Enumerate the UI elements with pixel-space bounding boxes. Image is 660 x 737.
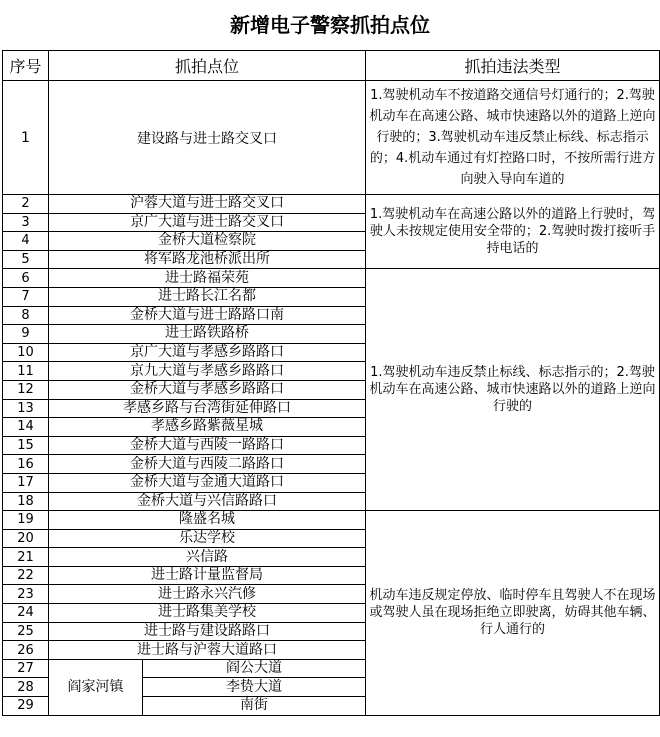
row-index: 21 xyxy=(3,548,49,567)
row-location: 隆盛名城 xyxy=(49,511,366,530)
row-index: 23 xyxy=(3,585,49,604)
row-index: 9 xyxy=(3,325,49,344)
row-location: 孝感乡路紫薇星城 xyxy=(49,418,366,437)
row-index: 16 xyxy=(3,455,49,474)
table-row xyxy=(3,81,660,195)
row-location: 阎公大道 xyxy=(143,659,366,678)
row-index: 12 xyxy=(3,380,49,399)
row-index: 15 xyxy=(3,436,49,455)
row-location: 金桥大道与金通大道路口 xyxy=(49,473,366,492)
row-location: 京九大道与孝感乡路路口 xyxy=(49,362,366,381)
town-group-label: 阎家河镇 xyxy=(49,659,143,715)
row-index: 26 xyxy=(3,641,49,660)
row-location: 金桥大道与进士路路口南 xyxy=(49,306,366,325)
row-location: 金桥大道检察院 xyxy=(49,232,366,251)
table-row xyxy=(3,195,660,214)
violation-type-group-4: 机动车违反规定停放、临时停车且驾驶人不在现场或驾驶人虽在现场拒绝立即驶离，妨碍其他车辆、行人通行的 xyxy=(366,511,660,716)
row-location: 金桥大道与西陵二路路口 xyxy=(49,455,366,474)
row-location: 进士路铁路桥 xyxy=(49,325,366,344)
row-location: 进士路长江名都 xyxy=(49,287,366,306)
row-index: 27 xyxy=(3,659,49,678)
row-location: 建设路与进士路交叉口 xyxy=(49,81,366,195)
row-location: 南街 xyxy=(143,697,366,716)
row-location: 沪蓉大道与进士路交叉口 xyxy=(49,195,366,214)
row-location: 李贽大道 xyxy=(143,678,366,697)
row-location: 京广大道与进士路交叉口 xyxy=(49,213,366,232)
header-location: 抓拍点位 xyxy=(49,51,366,81)
table-header-row xyxy=(3,51,660,81)
row-location: 金桥大道与西陵一路路口 xyxy=(49,436,366,455)
row-index: 4 xyxy=(3,232,49,251)
row-location: 进士路与沪蓉大道路口 xyxy=(49,641,366,660)
row-index: 19 xyxy=(3,511,49,530)
row-index: 24 xyxy=(3,604,49,623)
row-index: 7 xyxy=(3,287,49,306)
table-row xyxy=(3,511,660,530)
row-location: 乐达学校 xyxy=(49,529,366,548)
row-location: 进士路集美学校 xyxy=(49,604,366,623)
row-location: 将军路龙池桥派出所 xyxy=(49,250,366,269)
row-index: 5 xyxy=(3,250,49,269)
row-index: 1 xyxy=(3,81,49,195)
header-index: 序号 xyxy=(3,51,49,81)
row-index: 29 xyxy=(3,697,49,716)
row-location: 兴信路 xyxy=(49,548,366,567)
violation-type-group-2: 1.驾驶机动车在高速公路以外的道路上行驶时，驾驶人未按规定使用安全带的；2.驾驶时拨打接听手持电话的 xyxy=(366,195,660,269)
capture-points-table xyxy=(2,50,660,716)
row-location: 金桥大道与孝感乡路路口 xyxy=(49,380,366,399)
row-location: 京广大道与孝感乡路路口 xyxy=(49,343,366,362)
row-index: 18 xyxy=(3,492,49,511)
row-index: 28 xyxy=(3,678,49,697)
row-index: 25 xyxy=(3,622,49,641)
row-location: 进士路与建设路路口 xyxy=(49,622,366,641)
row-location: 孝感乡路与台湾街延伸路口 xyxy=(49,399,366,418)
row-index: 8 xyxy=(3,306,49,325)
row-index: 10 xyxy=(3,343,49,362)
row-index: 2 xyxy=(3,195,49,214)
row-index: 14 xyxy=(3,418,49,437)
violation-type-group-3: 1.驾驶机动车违反禁止标线、标志指示的；2.驾驶机动车在高速公路、城市快速路以外的道路上逆向行驶的 xyxy=(366,269,660,511)
row-index: 3 xyxy=(3,213,49,232)
header-violation: 抓拍违法类型 xyxy=(366,51,660,81)
table-row xyxy=(3,269,660,288)
page-title: 新增电子警察抓拍点位 xyxy=(230,13,430,37)
row-index: 22 xyxy=(3,566,49,585)
row-index: 13 xyxy=(3,399,49,418)
row-location: 金桥大道与兴信路路口 xyxy=(49,492,366,511)
row-index: 17 xyxy=(3,473,49,492)
violation-type-group-1: 1.驾驶机动车不按道路交通信号灯通行的；2.驾驶机动车在高速公路、城市快速路以外的道路上逆向行驶的；3.驾驶机动车违反禁止标线、标志指示的；4.机动车通过有灯控路口时，不按所需行进方向驶入导向车道的 xyxy=(366,81,660,195)
row-location: 进士路福荣苑 xyxy=(49,269,366,288)
row-location: 进士路永兴汽修 xyxy=(49,585,366,604)
row-index: 6 xyxy=(3,269,49,288)
row-location: 进士路计量监督局 xyxy=(49,566,366,585)
row-index: 20 xyxy=(3,529,49,548)
row-index: 11 xyxy=(3,362,49,381)
